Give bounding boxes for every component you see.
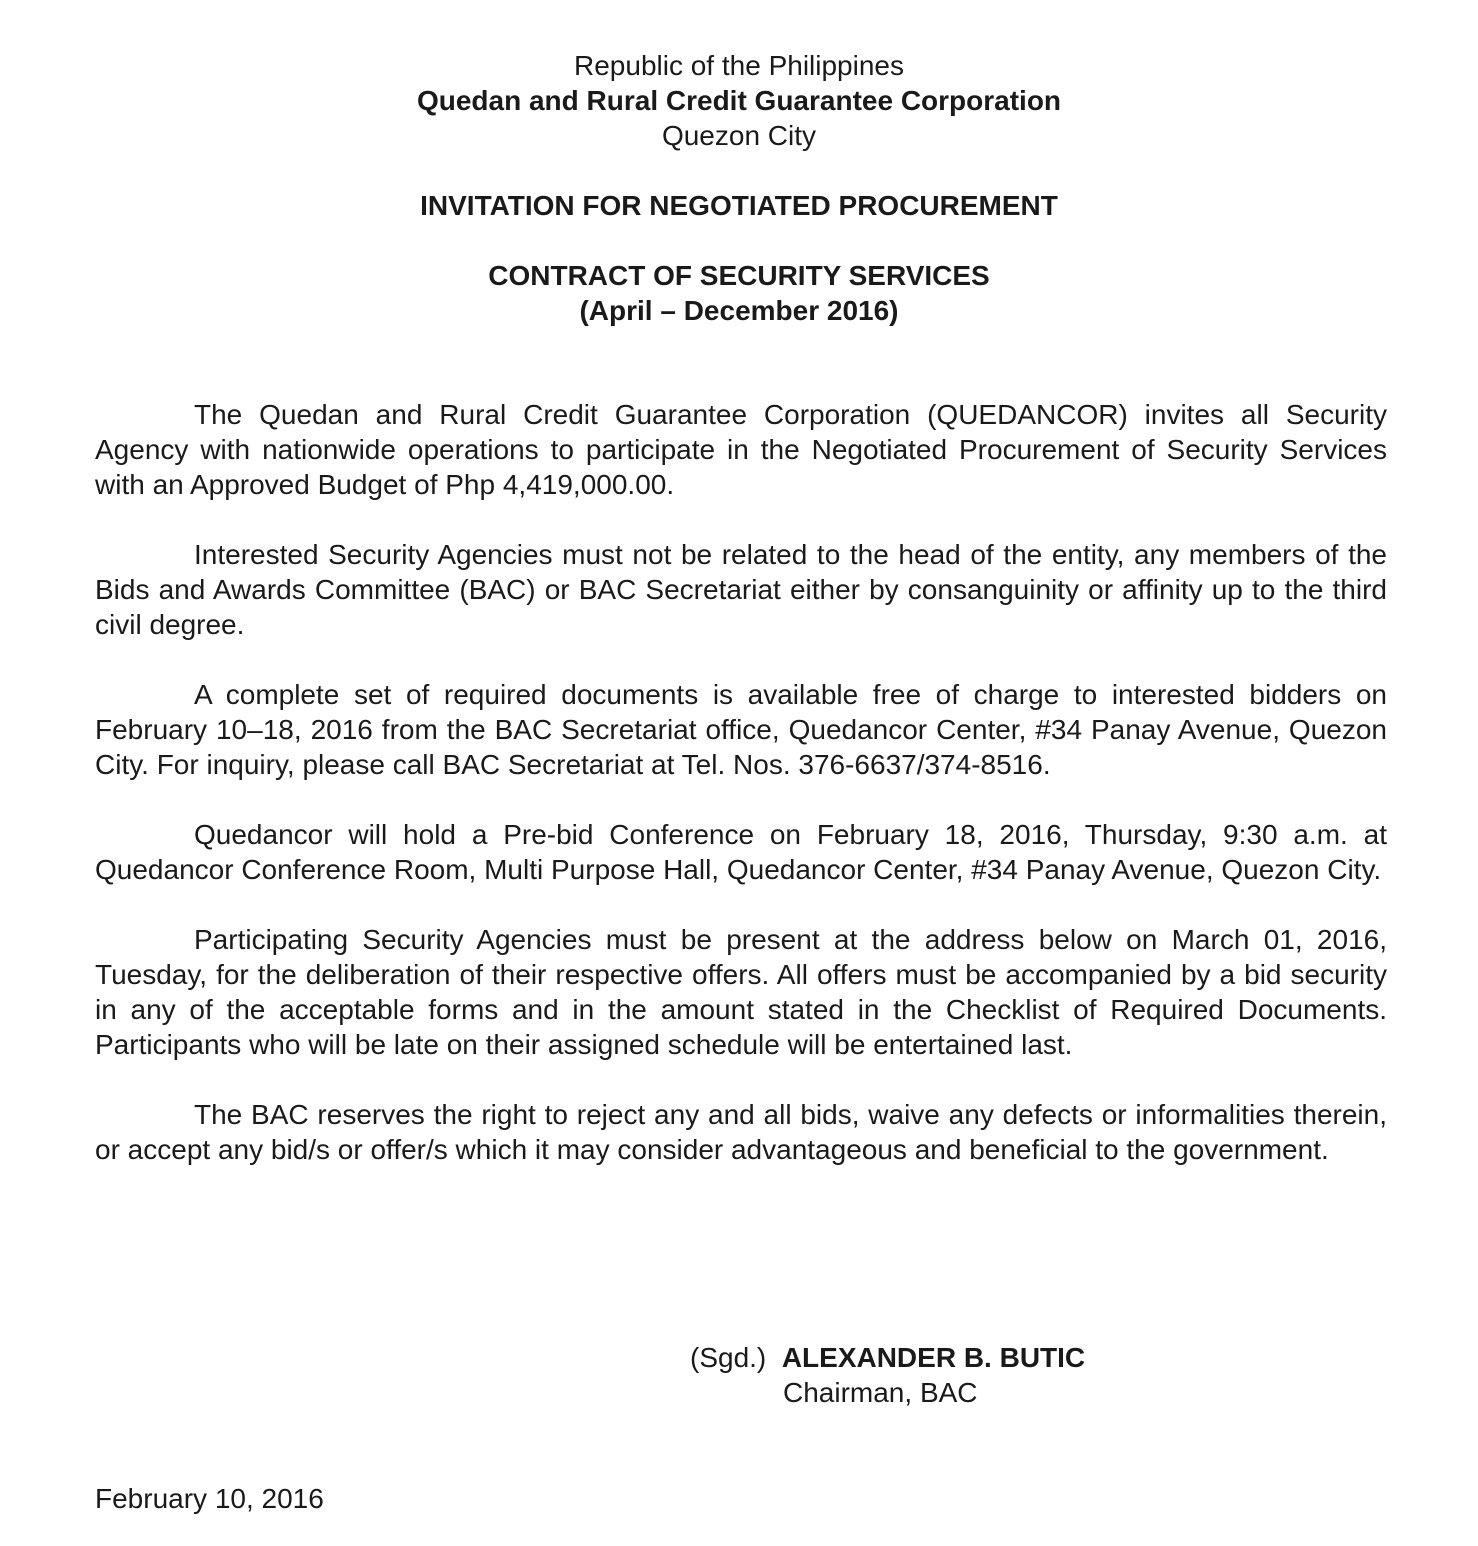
letterhead-city: Quezon City [661,120,817,151]
contract-title: CONTRACT OF SECURITY SERVICES [488,260,990,291]
letterhead-country: Republic of the Philippines [574,50,904,81]
signature-line [690,1342,1085,1373]
body-text [95,397,1387,1202]
letterhead [0,48,1478,153]
paragraph-deliberation: Participating Security Agencies must be present at the address below on March 01, 2016, Tuesday, for the deliberation of their respective offers. All offers must be accompanied by a bid security in any of the acceptable forms and in the amount stated in the Checklist of Required Documents. Participants who will be late on their assigned schedule will be entertained last. [95,924,1387,1060]
paragraph-documents: A complete set of required documents is available free of charge to interested bidders on February 10–18, 2016 from the BAC Secretariat office, Quedancor Center, #34 Panay Avenue, Quezon City. For inquiry, please call BAC Secretariat at Tel. Nos. 376-6637/374-8516. [95,679,1387,780]
signatory-name: ALEXANDER B. BUTIC [781,1342,1086,1373]
contract-period: (April – December 2016) [579,295,899,326]
signed-mark: (Sgd.) [690,1342,767,1373]
paragraph-eligibility: Interested Security Agencies must not be related to the head of the entity, any members of the Bids and Awards Committee (BAC) or BAC Secretariat either by consanguinity or affinity up to the third civil degree. [95,539,1387,640]
document-type-title: INVITATION FOR NEGOTIATED PROCUREMENT [420,190,1058,221]
document-date: February 10, 2016 [95,1483,324,1514]
signatory-title: Chairman, BAC [783,1377,978,1408]
signature-block [690,1340,1085,1410]
paragraph-reservation: The BAC reserves the right to reject any and all bids, waive any defects or informalities therein, or accept any bid/s or offer/s which it may consider advantageous and beneficial to the government. [95,1099,1387,1165]
letterhead-organization: Quedan and Rural Credit Guarantee Corporation [416,85,1062,116]
paragraph-prebid-conference: Quedancor will hold a Pre-bid Conference on February 18, 2016, Thursday, 9:30 a.m. at Quedancor Conference Room, Multi Purpose Hall, Quedancor Center, #34 Panay Avenue, Quezon City. [95,819,1387,885]
paragraph-invitation: The Quedan and Rural Credit Guarantee Corporation (QUEDANCOR) invites all Security Agency with nationwide operations to participate in the Negotiated Procurement of Security Services with an Approved Budget of Php 4,419,000.00. [95,399,1387,500]
